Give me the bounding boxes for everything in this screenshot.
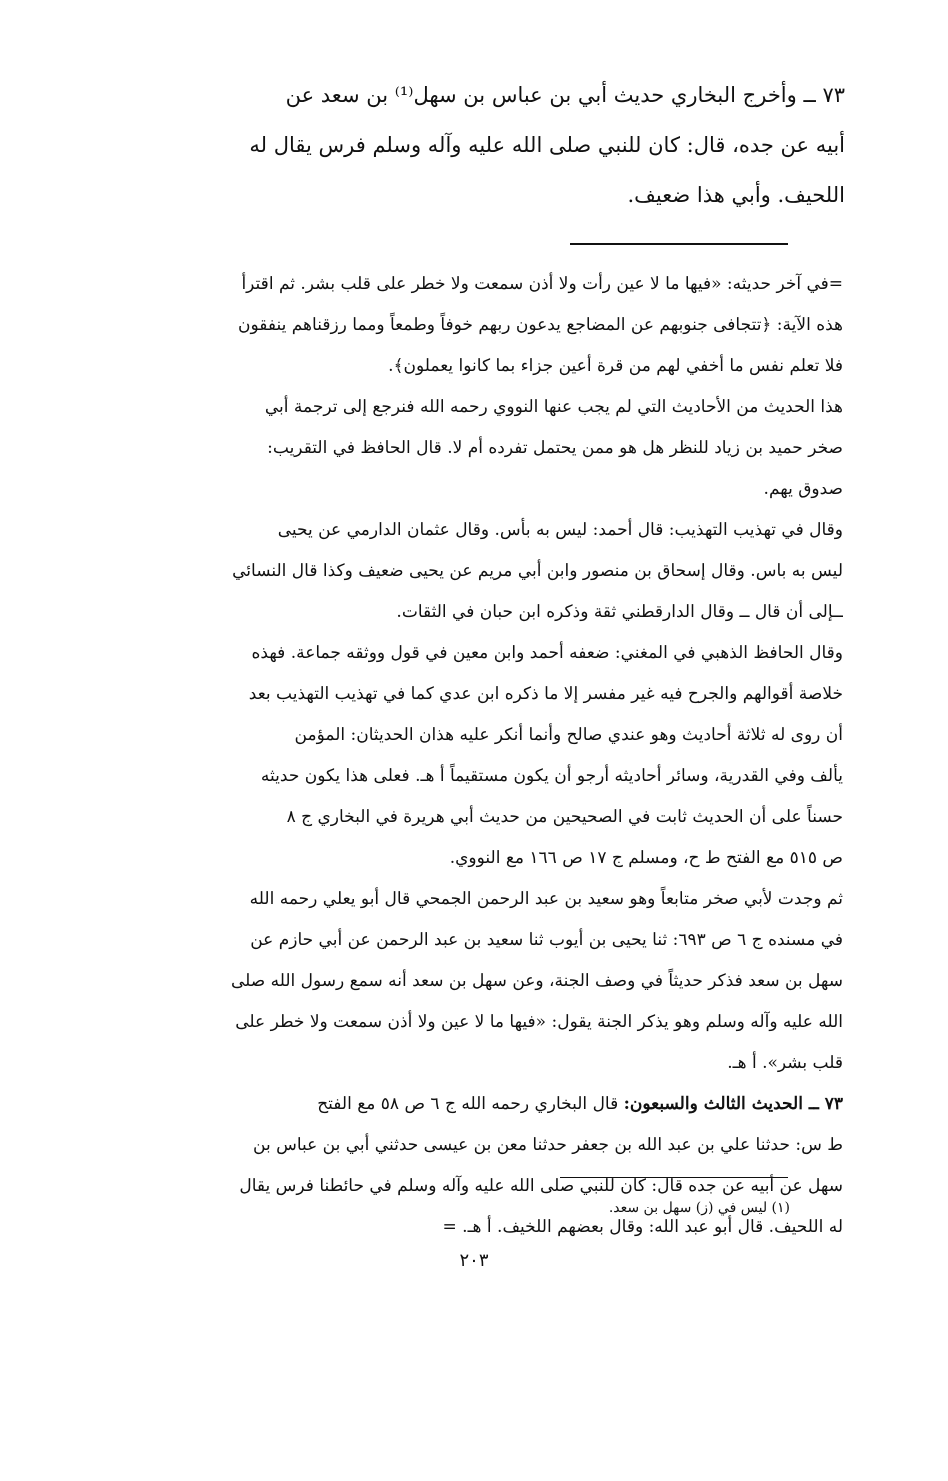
commentary-line: سهل بن سعد فذكر حديثاً في وصف الجنة، وعن سهل بن سعد أنه سمع رسول الله صلى <box>230 971 843 991</box>
commentary-line: سهل عن أبيه عن جده قال: كان للنبي صلى الله عليه وآله وسلم في حائطنا فرس يقال <box>239 1176 843 1196</box>
commentary-paragraph <box>113 387 843 510</box>
section-divider <box>570 243 788 245</box>
commentary-paragraph <box>113 879 843 1084</box>
commentary-line: ليس به باس. وقال إسحاق بن منصور وابن أبي مريم عن يحيى ضعيف وكذا قال النسائي <box>232 561 843 581</box>
commentary-line: صخر حميد بن زياد للنظر هل هو ممن يحتمل تفرده أم لا. قال الحافظ في التقريب: <box>267 438 843 458</box>
commentary-line: وقال في تهذيب التهذيب: قال أحمد: ليس به بأس. وقال عثمان الدارمي عن يحيى <box>277 520 843 540</box>
footnote-divider <box>560 1177 788 1178</box>
commentary-line: ــإلى أن قال ــ وقال الدارقطني ثقة وذكره ابن حبان في الثقات. <box>396 602 843 622</box>
hadith-heading: ٧٣ ــ الحديث الثالث والسبعون: <box>623 1094 843 1114</box>
commentary-paragraph <box>113 633 843 879</box>
commentary-line: هذه الآية: ﴿تتجافى جنوبهم عن المضاجع يدعون ربهم خوفاً وطمعاً ومما رزقناهم ينفقون <box>238 315 843 335</box>
commentary-line: هذا الحديث من الأحاديث التي لم يجب عنها النووي رحمه الله فنرجع إلى ترجمة أبي <box>264 397 843 417</box>
commentary-line: يألف وفي القدرية، وسائر أحاديثه أرجو أن يكون مستقيماً أ هـ. فعلى هذا يكون حديثه <box>260 766 843 786</box>
commentary-line: خلاصة أقوالهم والجرح فيه غير مفسر إلا ما ذكره ابن عدي كما في تهذيب التهذيب بعد <box>248 684 843 704</box>
hadith-heading-rest: قال البخاري رحمه الله ج ٦ ص ٥٨ مع الفتح <box>317 1094 624 1114</box>
commentary-paragraph <box>113 510 843 633</box>
footnote <box>300 1197 790 1219</box>
main-line: ٧٣ ــ وأخرج البخاري حديث أبي بن عباس بن سهل⁽¹⁾ بن سعد عن <box>285 83 845 107</box>
commentary-line: فلا تعلم نفس ما أخفي لهم من قرة أعين جزاء بما كانوا يعملون﴾. <box>388 356 843 376</box>
footnote-text: (١) ليس في (ز) سهل بن سعد. <box>608 1200 790 1216</box>
commentary-line: حسناً على أن الحديث ثابت في الصحيحين من حديث أبي هريرة في البخاري ج ٨ <box>286 807 843 827</box>
commentary-paragraph <box>113 264 843 387</box>
commentary-line: وقال الحافظ الذهبي في المغني: ضعفه أحمد وابن معين في قول ووثقه جماعة. فهذه <box>251 643 843 663</box>
commentary-line: في مسنده ج ٦ ص ٦٩٣: ثنا يحيى بن أيوب ثنا سعيد بن عبد الرحمن عن أبي حازم عن <box>250 930 843 950</box>
commentary-line: قلب بشر». أ هـ. <box>727 1053 843 1073</box>
commentary-line: ثم وجدت لأبي صخر متابعاً وهو سعيد بن عبد الرحمن الجمحي قال أبو يعلي رحمه الله <box>249 889 843 909</box>
commentary-line: أن روى له ثلاثة أحاديث وهو عندي صالح وأنما أنكر عليه هذان الحديثان: المؤمن <box>294 725 843 745</box>
commentary-line: ص ٥١٥ مع الفتح ط ح، ومسلم ج ١٧ ص ١٦٦ مع النووي. <box>449 848 843 868</box>
commentary-line: =في آخر حديثه: «فيها ما لا عين رأت ولا أذن سمعت ولا خطر على قلب بشر. ثم اقترأ <box>241 274 843 294</box>
main-line: أبيه عن جده، قال: كان للنبي صلى الله عليه وآله وسلم فرس يقال له <box>249 133 845 157</box>
commentary-section <box>113 264 843 1248</box>
main-line: اللحيف. وأبي هذا ضعيف. <box>627 183 845 207</box>
commentary-line: صدوق يهم. <box>763 479 843 499</box>
commentary-line: الله عليه وآله وسلم وهو يذكر الجنة يقول: «فيها ما لا عين ولا أذن سمعت ولا خطر على <box>235 1012 843 1032</box>
page-number: ٢٠٣ <box>459 1250 489 1271</box>
main-paragraph <box>140 70 845 220</box>
hadith-heading-line <box>113 1084 843 1125</box>
commentary-line: ط س: حدثنا علي بن عبد الله بن جعفر حدثنا معن بن عيسى حدثني أبي بن عباس بن <box>253 1135 843 1155</box>
commentary-line: له اللحيف. قال أبو عبد الله: وقال بعضهم اللخيف. أ هـ. = <box>442 1217 843 1237</box>
commentary-paragraph <box>113 1084 843 1248</box>
